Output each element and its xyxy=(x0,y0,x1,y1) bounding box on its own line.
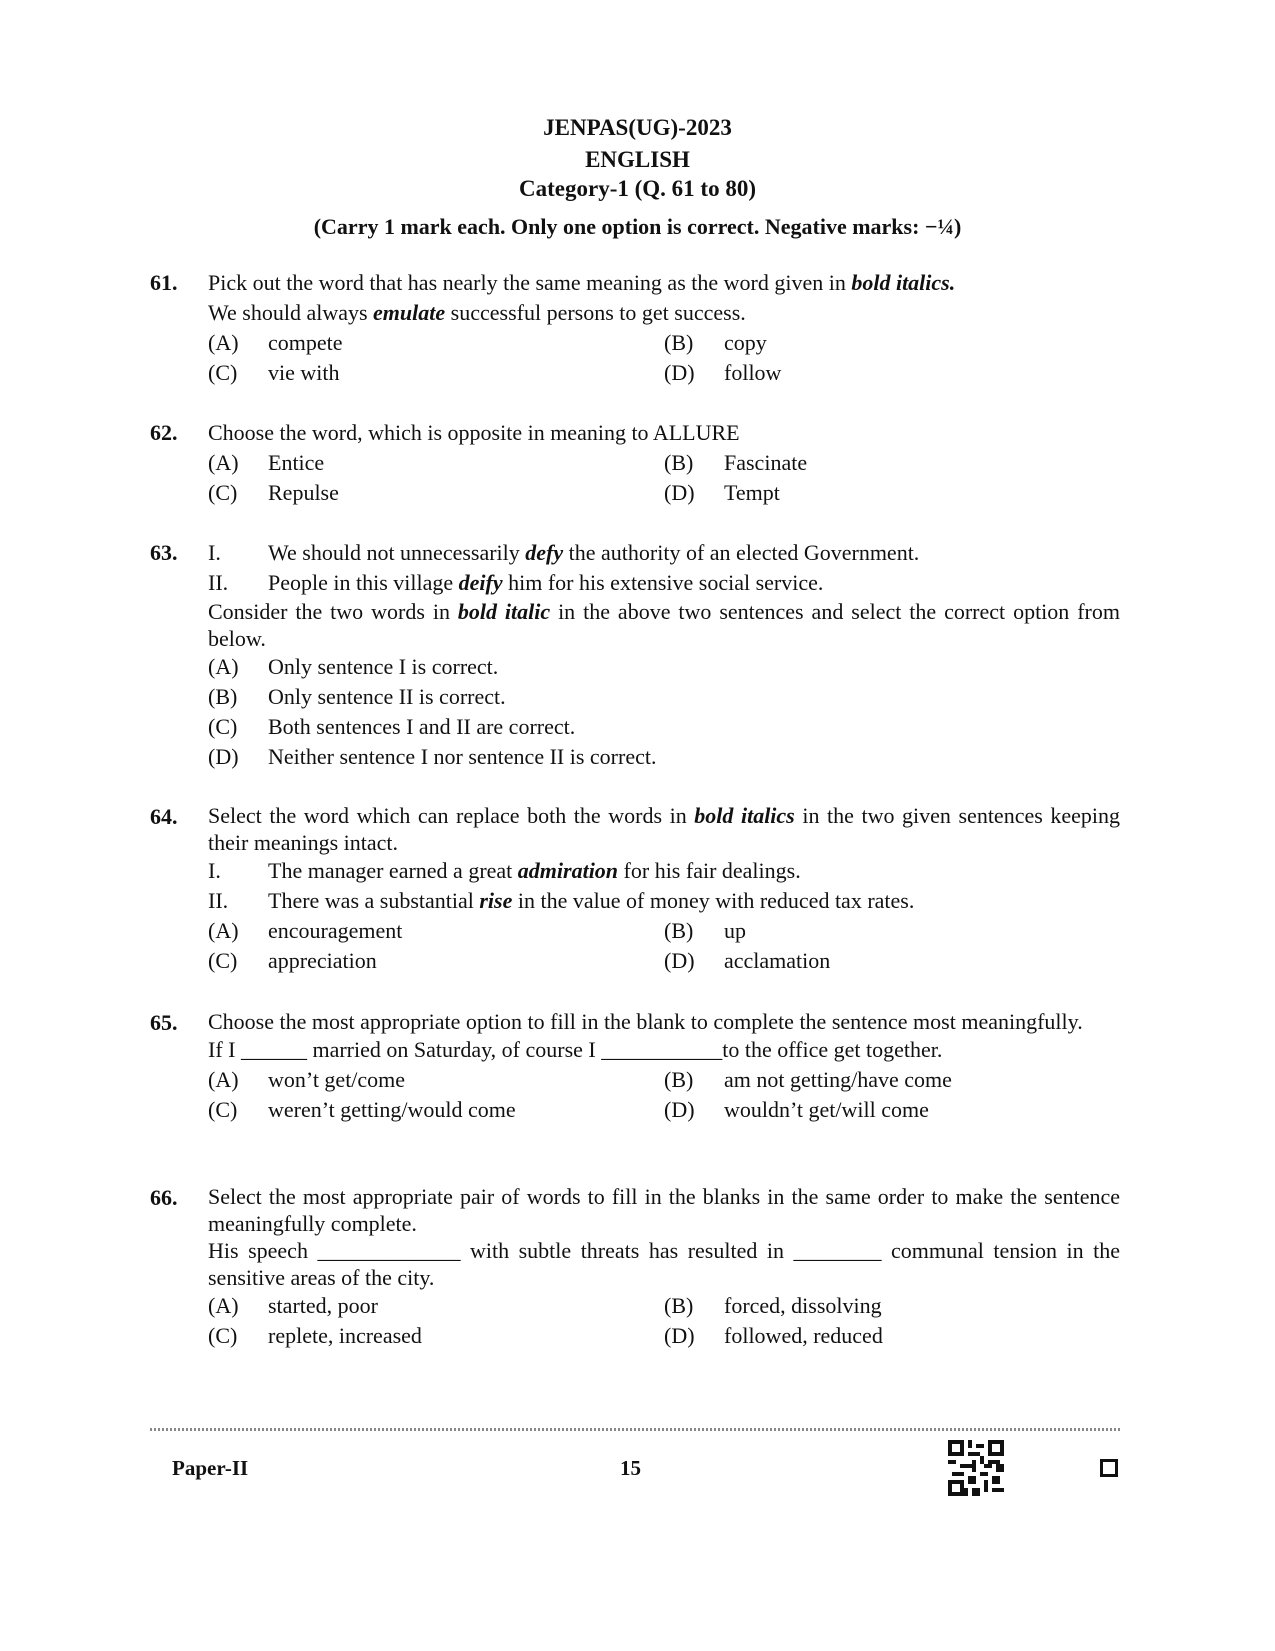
qr-code-icon xyxy=(948,1440,1004,1496)
question-number: 65. xyxy=(150,1010,178,1035)
statement-2: II. There was a substantial rise in the value of money with reduced tax rates. xyxy=(208,888,915,913)
option-c[interactable]: (C) vie with xyxy=(208,360,340,385)
confidential-divider xyxy=(150,1428,1122,1431)
question-number: 64. xyxy=(150,804,178,829)
statement-1: I. We should not unnecessarily defy the authority of an elected Government. xyxy=(208,540,920,565)
question-stem: Choose the most appropriate option to fill in the blank to complete the sentence most meaningfully. xyxy=(208,1009,1083,1034)
option-b[interactable]: (B) Fascinate xyxy=(664,450,808,475)
option-d[interactable]: (D) follow xyxy=(664,360,782,385)
subject-title: ENGLISH xyxy=(585,147,690,172)
question-sentence: We should always emulate successful persons to get success. xyxy=(208,300,746,325)
paper-label: Paper-II xyxy=(172,1456,249,1480)
question-number: 61. xyxy=(150,270,178,295)
option-a[interactable]: (A) Only sentence I is correct. xyxy=(208,654,499,679)
marking-instructions: (Carry 1 mark each. Only one option is correct. Negative marks: −¼) xyxy=(313,214,962,239)
question-stem: Select the most appropriate pair of words to fill in the blanks in the same order to make the sentence meaningfully complete. xyxy=(208,1184,1120,1236)
question-stem: Select the word which can replace both the words in bold italics in the two given sentences keeping their meanings intact. xyxy=(208,803,1121,855)
question-sentence: His speech _____________ with subtle threats has resulted in ________ communal tension in the sensitive areas of the city. xyxy=(208,1238,1120,1290)
question-62 xyxy=(150,418,1120,508)
category-title: Category-1 (Q. 61 to 80) xyxy=(519,176,756,201)
statement-2: II. People in this village deify him for his extensive social service. xyxy=(208,570,824,595)
question-number: 66. xyxy=(150,1185,178,1210)
option-d[interactable]: (D) followed, reduced xyxy=(664,1323,883,1348)
option-a[interactable]: (A) compete xyxy=(208,330,343,355)
question-66 xyxy=(150,1183,1120,1351)
question-stem: Pick out the word that has nearly the same meaning as the word given in bold italics. xyxy=(208,270,956,295)
option-c[interactable]: (C) appreciation xyxy=(208,948,377,973)
option-d[interactable]: (D) wouldn’t get/will come xyxy=(664,1097,929,1122)
option-b[interactable]: (B) forced, dissolving xyxy=(664,1293,882,1318)
question-63 xyxy=(150,538,1120,772)
question-65 xyxy=(150,1008,1120,1125)
question-stem: Consider the two words in bold italic in the above two sentences and select the correct option from below. xyxy=(208,599,1120,651)
option-a[interactable]: (A) started, poor xyxy=(208,1293,378,1318)
option-b[interactable]: (B) copy xyxy=(664,330,767,355)
question-stem: Choose the word, which is opposite in meaning to ALLURE xyxy=(208,420,740,445)
option-b[interactable]: (B) am not getting/have come xyxy=(664,1067,952,1092)
question-61 xyxy=(150,268,1120,388)
option-c[interactable]: (C) Both sentences I and II are correct. xyxy=(208,714,576,739)
option-a[interactable]: (A) Entice xyxy=(208,450,325,475)
option-b[interactable]: (B) up xyxy=(664,918,746,943)
option-c[interactable]: (C) replete, increased xyxy=(208,1323,422,1348)
option-c[interactable]: (C) Repulse xyxy=(208,480,339,505)
exam-title: JENPAS(UG)-2023 xyxy=(543,115,732,140)
question-number: 63. xyxy=(150,540,178,565)
statement-1: I. The manager earned a great admiration for his fair dealings. xyxy=(208,858,801,883)
option-a[interactable]: (A) won’t get/come xyxy=(208,1067,406,1092)
page-number: 15 xyxy=(620,1456,641,1480)
option-a[interactable]: (A) encouragement xyxy=(208,918,403,943)
question-sentence: If I ______ married on Saturday, of course I ___________to the office get together. xyxy=(208,1037,943,1062)
question-number: 62. xyxy=(150,420,178,445)
square-marker-icon xyxy=(1100,1459,1118,1477)
option-c[interactable]: (C) weren’t getting/would come xyxy=(208,1097,516,1122)
option-d[interactable]: (D) Tempt xyxy=(664,480,780,505)
option-d[interactable]: (D) acclamation xyxy=(664,948,831,973)
option-b[interactable]: (B) Only sentence II is correct. xyxy=(208,684,506,709)
question-64 xyxy=(150,802,1120,976)
option-d[interactable]: (D) Neither sentence I nor sentence II is correct. xyxy=(208,744,657,769)
